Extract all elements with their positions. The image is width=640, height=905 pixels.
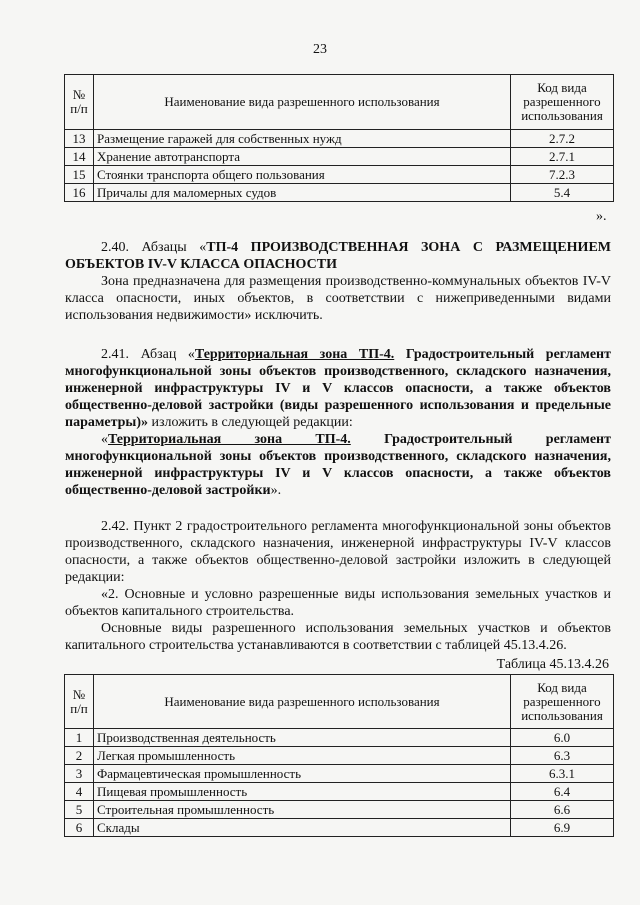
col-header-num: № п/п [65, 675, 94, 729]
row-code: 6.3 [511, 747, 614, 765]
row-name: Размещение гаражей для собственных нужд [94, 130, 511, 148]
paragraph-2-40-body: Зона предназначена для размещения производственно-коммунальных объектов IV-V класса опасности, иных объектов, в соответствии с нижеприведенными видами использования недвижимости» исключить. [65, 274, 611, 323]
row-number: 5 [65, 801, 94, 819]
paragraph-2-41 [65, 346, 611, 499]
zone-tp4-title: ТП-4 ПРОИЗВОДСТВЕННАЯ ЗОНА С РАЗМЕЩЕНИЕМ ОБЪЕКТОВ IV-V КЛАССА ОПАСНОСТИ [65, 240, 611, 272]
table-header-row [65, 675, 614, 729]
zone-name-underlined: Территориальная зона ТП-4. [194, 347, 395, 362]
col-header-code: Код вида разрешенного использования [511, 75, 614, 130]
uses-table-45-13-4-26 [64, 674, 614, 837]
table-row [65, 184, 614, 202]
col-header-num: № п/п [65, 75, 94, 130]
table-header-row [65, 75, 614, 130]
closing-quote: ». [596, 209, 607, 224]
row-code: 6.6 [511, 801, 614, 819]
zone-name-underlined: Территориальная зона ТП-4. [108, 432, 351, 447]
row-name: Хранение автотранспорта [94, 148, 511, 166]
row-name: Склады [94, 819, 511, 837]
regulation-title-bold: Градостроительный регламент многофункциональной зоны объектов производственного, складского назначения, инженерной инфраструктуры IV и V классов опасности, а также объектов общественно-деловой застройки [65, 432, 611, 498]
row-code: 5.4 [511, 184, 614, 202]
row-code: 6.9 [511, 819, 614, 837]
col-header-name: Наименование вида разрешенного использования [94, 675, 511, 729]
row-number: 16 [65, 184, 94, 202]
row-code: 2.7.2 [511, 130, 614, 148]
row-name: Фармацевтическая промышленность [94, 765, 511, 783]
row-code: 7.2.3 [511, 166, 614, 184]
row-name: Производственная деятельность [94, 729, 511, 747]
uses-table-continued [64, 74, 614, 202]
row-number: 15 [65, 166, 94, 184]
table-row [65, 783, 614, 801]
paragraph-2-42-item-2: «2. Основные и условно разрешенные виды использования земельных участков и объектов капитального строительства. [65, 587, 611, 619]
row-name: Стоянки транспорта общего пользования [94, 166, 511, 184]
paragraph-2-41-new-wording: «Территориальная зона ТП-4. Градостроительный регламент многофункциональной зоны объектов производственного, складского назначения, инженерной инфраструктуры IV и V классов опасности, а также объектов общественно-деловой застройки». [65, 432, 611, 498]
regulation-title-bold: Градостроительный регламент многофункциональной зоны объектов производственного, складского назначения, инженерной инфраструктуры IV и V классов опасности, а также объектов общественно-деловой застройки (виды разрешенного использования и предельные параметры)» [65, 347, 611, 430]
page-number: 23 [313, 42, 327, 57]
paragraph-2-40 [65, 239, 611, 324]
row-number: 2 [65, 747, 94, 765]
table-caption: Таблица 45.13.4.26 [496, 657, 609, 672]
table-row [65, 801, 614, 819]
row-name: Легкая промышленность [94, 747, 511, 765]
paragraph-2-40-heading: 2.40. Абзацы «ТП-4 ПРОИЗВОДСТВЕННАЯ ЗОНА С РАЗМЕЩЕНИЕМ ОБЪЕКТОВ IV-V КЛАССА ОПАСНОСТИ [65, 240, 611, 272]
row-number: 4 [65, 783, 94, 801]
row-code: 6.4 [511, 783, 614, 801]
row-code: 6.3.1 [511, 765, 614, 783]
row-number: 1 [65, 729, 94, 747]
row-code: 6.0 [511, 729, 614, 747]
row-number: 6 [65, 819, 94, 837]
table-row [65, 148, 614, 166]
table-row [65, 747, 614, 765]
paragraph-2-42 [65, 518, 611, 654]
paragraph-2-42-basic-uses: Основные виды разрешенного использования земельных участков и объектов капитального строительства устанавливаются в соответствии с таблицей 45.13.4.26. [65, 621, 611, 653]
col-header-name: Наименование вида разрешенного использования [94, 75, 511, 130]
table-row [65, 166, 614, 184]
row-name: Причалы для маломерных судов [94, 184, 511, 202]
table-row [65, 765, 614, 783]
table-row [65, 819, 614, 837]
row-code: 2.7.1 [511, 148, 614, 166]
row-number: 13 [65, 130, 94, 148]
col-header-code: Код вида разрешенного использования [511, 675, 614, 729]
row-number: 3 [65, 765, 94, 783]
row-name: Строительная промышленность [94, 801, 511, 819]
paragraph-2-41-intro: 2.41. Абзац «Территориальная зона ТП-4. Градостроительный регламент многофункциональной зоны объектов производственного, складского назначения, инженерной инфраструктуры IV и V классов опасности, а также объектов общественно-деловой застройки (виды разрешенного использования и предельные параметры)» изложить в следующей редакции: [65, 347, 611, 430]
paragraph-2-42-intro: 2.42. Пункт 2 градостроительного регламента многофункциональной зоны объектов производственного, складского назначения, инженерной инфраструктуры IV-V классов опасности, а также объектов общественно-деловой застройки изложить в следующей редакции: [65, 519, 611, 585]
row-number: 14 [65, 148, 94, 166]
row-name: Пищевая промышленность [94, 783, 511, 801]
table-row [65, 130, 614, 148]
table-row [65, 729, 614, 747]
